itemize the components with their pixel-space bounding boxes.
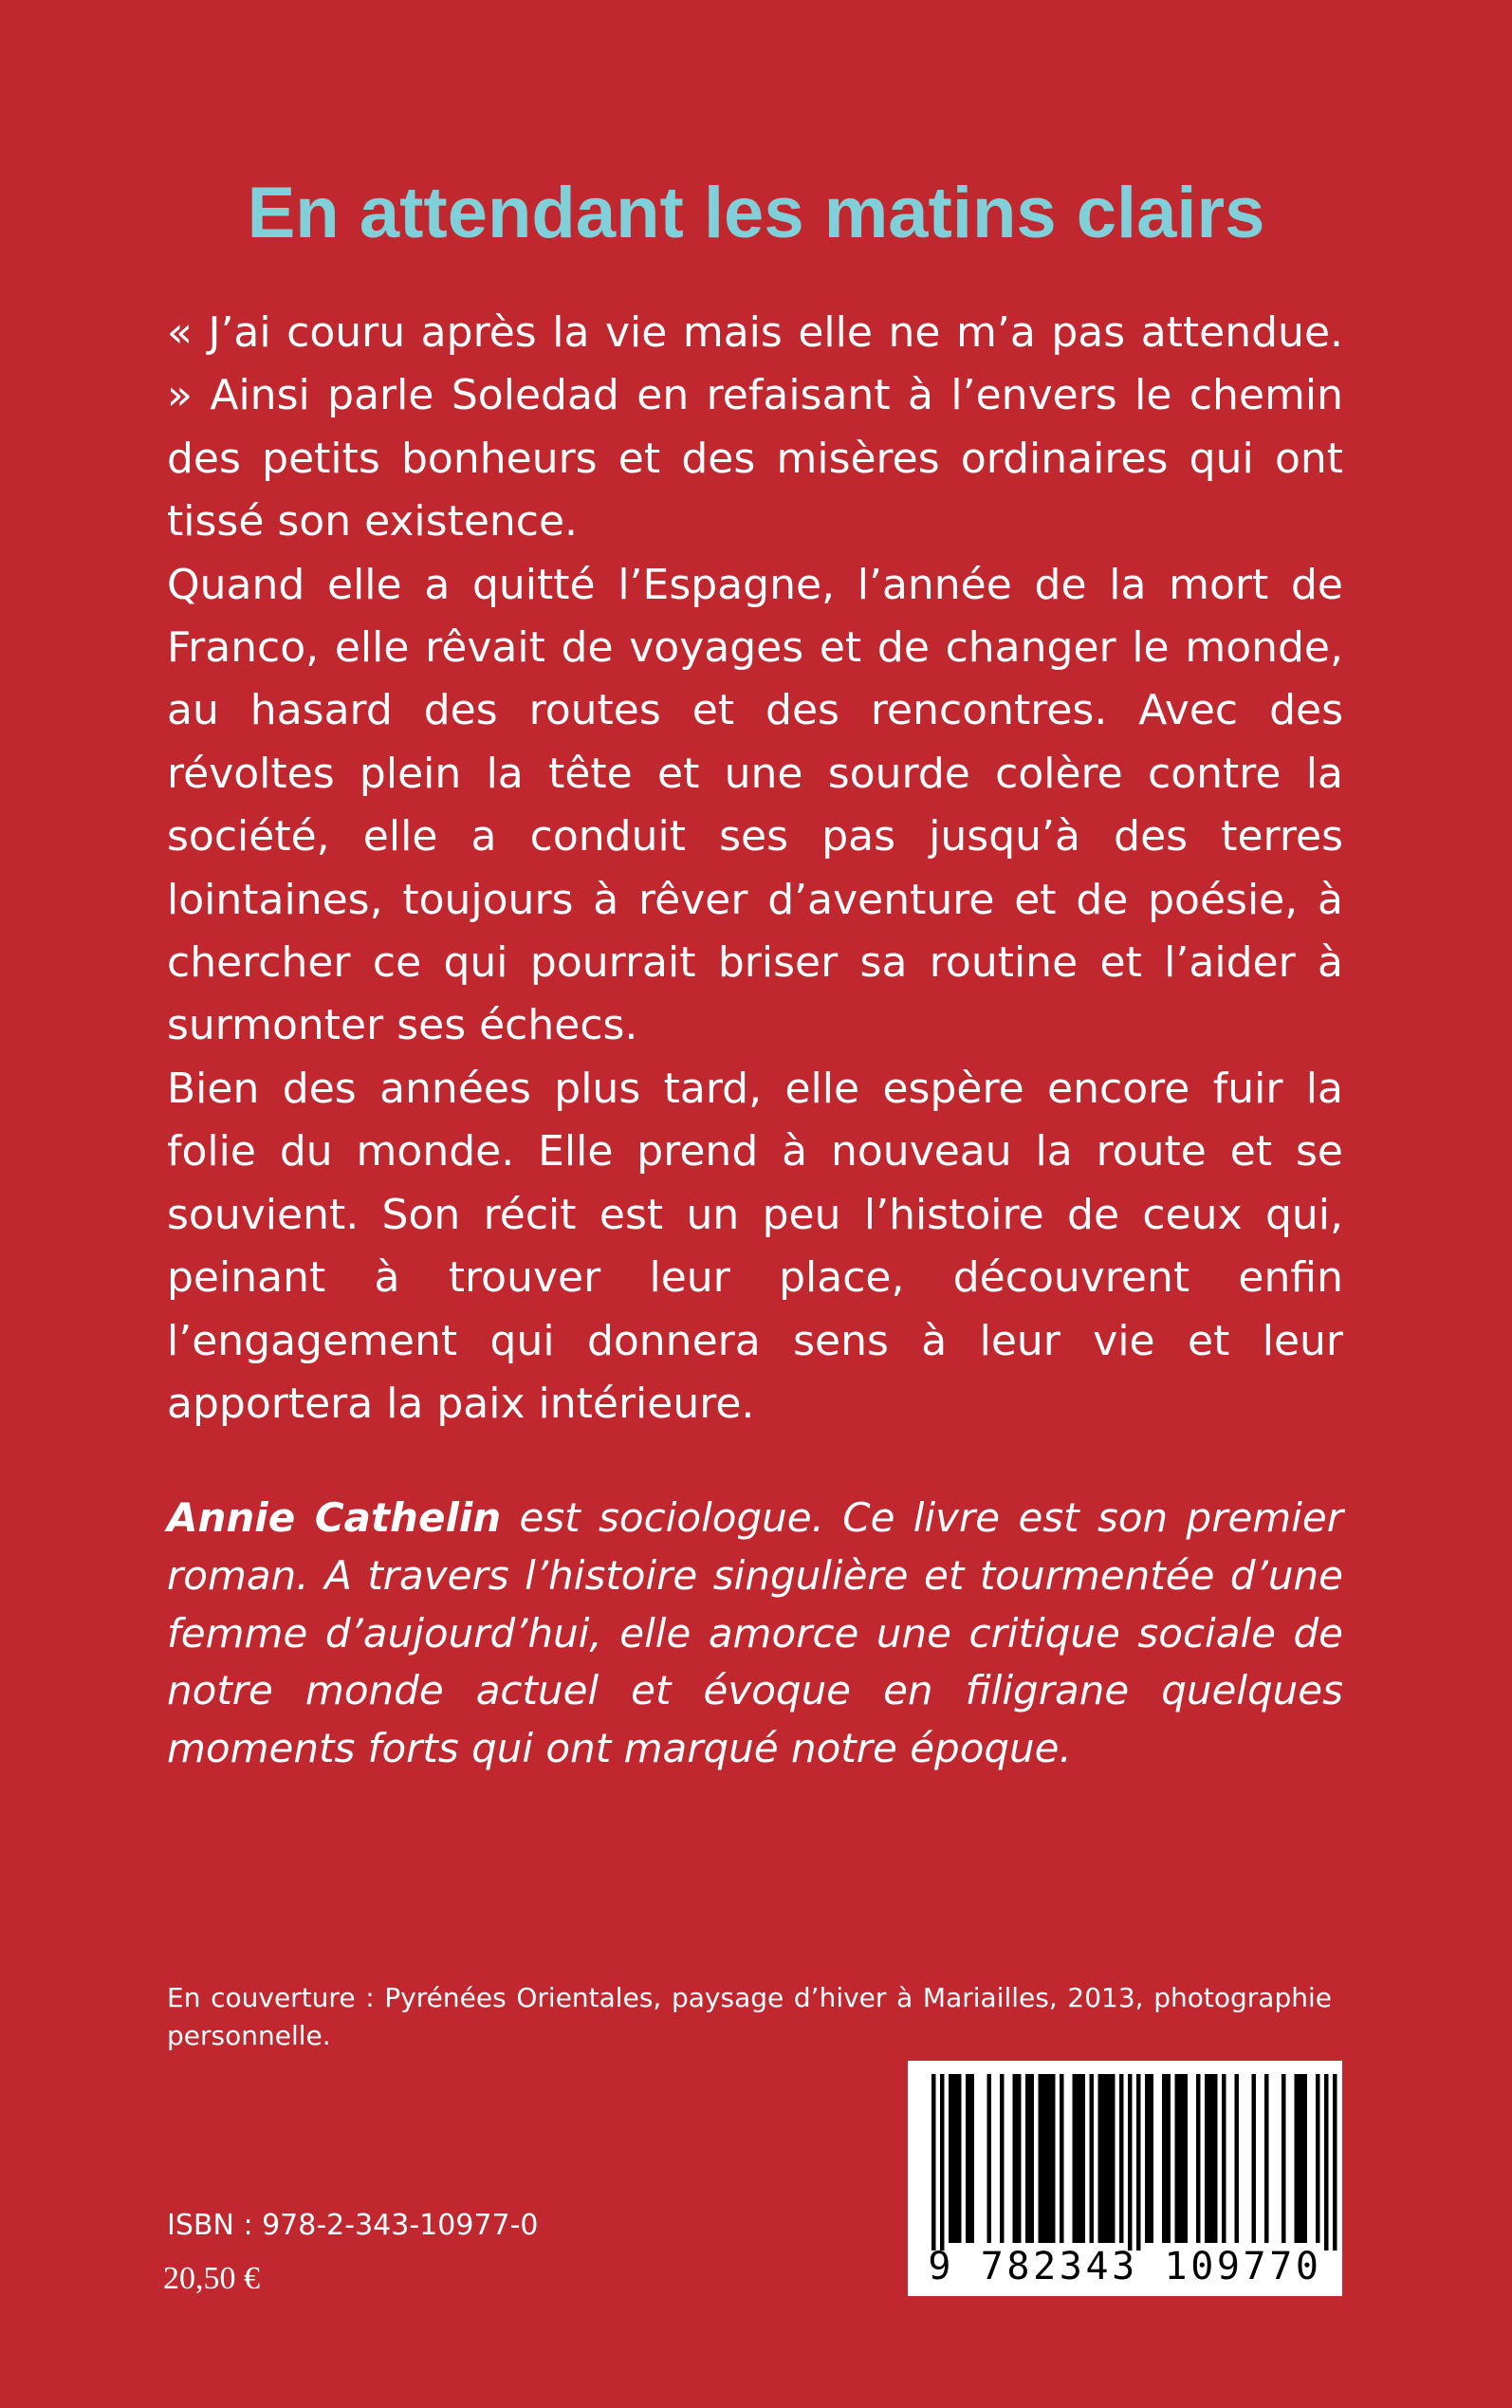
barcode-bar [1213, 2074, 1218, 2243]
barcode-bar [949, 2074, 953, 2243]
barcode-bar [1316, 2074, 1320, 2243]
barcode-bar [1013, 2074, 1018, 2243]
barcode-bar [1324, 2074, 1329, 2251]
barcode-bar [1047, 2074, 1052, 2243]
barcode-bar [1025, 2074, 1030, 2243]
barcode-bar [1000, 2074, 1005, 2243]
barcode-bars [908, 2061, 1342, 2251]
barcode-bar [966, 2074, 970, 2243]
barcode-bar [1184, 2074, 1189, 2243]
barcode-bar [1107, 2074, 1112, 2243]
barcode-bar [1264, 2074, 1269, 2243]
barcode-bar [1051, 2074, 1056, 2243]
author-name: Annie Cathelin [167, 1494, 502, 1541]
back-cover-summary [167, 302, 1343, 1436]
book-title: En attendant les matins clairs [247, 172, 1265, 253]
summary-paragraph: Quand elle a quitté l’Espagne, l’année de la mort de Franco, elle rêvait de voyages et de changer le monde, au hasard des routes et des rencontres. Avec des révoltes plein la tête et une sourde colère contre la société, elle a conduit ses pas jusqu’à des terres lointaines, toujours à rêver d’aventure et de poésie, à chercher ce qui pourrait briser sa routine et l’aider à surmonter ses échecs. [167, 560, 1343, 1050]
barcode-bar [940, 2074, 945, 2251]
barcode-bar [1077, 2074, 1081, 2243]
barcode-bar [1205, 2074, 1209, 2243]
barcode-bar [1111, 2074, 1116, 2243]
barcode-bar [1333, 2074, 1337, 2251]
barcode-number: 9 782343 109770 [928, 2245, 1322, 2288]
barcode-bar [970, 2074, 975, 2243]
barcode-bar [1119, 2074, 1124, 2243]
author-bio-text: est sociologue. Ce livre est son premier roman. A travers l’histoire singulière et tourmentée d’une femme d’aujourd’hui, elle amorce une critique sociale de notre monde actuel et évoque en filigrane quelques moments forts qui ont marqué notre époque. [167, 1494, 1343, 1772]
barcode-bar [1252, 2074, 1257, 2243]
barcode-bar [1039, 2074, 1043, 2243]
summary-paragraph: Bien des années plus tard, elle espère encore fuir la folie du monde. Elle prend à nouveau la route et se souvient. Son récit est un peu l’histoire de ceux qui, peinant à trouver leur place, découvrent enfin l’engagement qui donnera sens à leur vie et leur apportera la paix intérieure. [167, 1064, 1343, 1428]
summary-paragraph: « J’ai couru après la vie mais elle ne m’a pas attendue. » Ainsi parle Soledad en refaisant à l’envers le chemin des petits bonheurs et des misères ordinaires qui ont tissé son existence. [167, 308, 1343, 546]
barcode-bar [957, 2074, 962, 2243]
barcode-bar [1282, 2074, 1286, 2243]
barcode-bar [1295, 2074, 1300, 2243]
barcode-bar [1090, 2074, 1095, 2243]
barcode-bar [1209, 2074, 1214, 2243]
barcode-bar [953, 2074, 958, 2243]
barcode-bar [1179, 2074, 1184, 2243]
barcode-bar [1222, 2074, 1226, 2243]
barcode-bar [1162, 2074, 1167, 2243]
barcode-bar [1136, 2074, 1141, 2251]
cover-photo-credit: En couverture : Pyrénées Orientales, paysage d’hiver à Mariailles, 2013, photographie personnelle. [167, 1982, 1332, 2051]
barcode-bar [1145, 2074, 1150, 2243]
barcode-bar [1073, 2074, 1078, 2243]
barcode-bar [1175, 2074, 1180, 2243]
barcode-bar [987, 2074, 992, 2243]
barcode-bar [1060, 2074, 1064, 2243]
barcode-bar [1102, 2074, 1107, 2243]
barcode-bar [1081, 2074, 1086, 2243]
barcode-bar [1017, 2074, 1022, 2243]
barcode-bar [1299, 2074, 1303, 2243]
barcode-bar [1303, 2074, 1308, 2243]
isbn: ISBN : 978-2-343-10977-0 [167, 2209, 539, 2242]
barcode-bar [1042, 2074, 1047, 2243]
barcode-bar [1235, 2074, 1240, 2243]
barcode-bar [1196, 2074, 1201, 2243]
barcode-bar [1150, 2074, 1154, 2243]
barcode [908, 2061, 1342, 2296]
price: 20,50 € [163, 2261, 260, 2296]
author-bio [167, 1490, 1343, 1778]
barcode-bar [1167, 2074, 1171, 2243]
barcode-bar [931, 2074, 936, 2251]
barcode-bar [1098, 2074, 1103, 2243]
barcode-bar [1030, 2074, 1035, 2243]
barcode-bar [1128, 2074, 1133, 2251]
